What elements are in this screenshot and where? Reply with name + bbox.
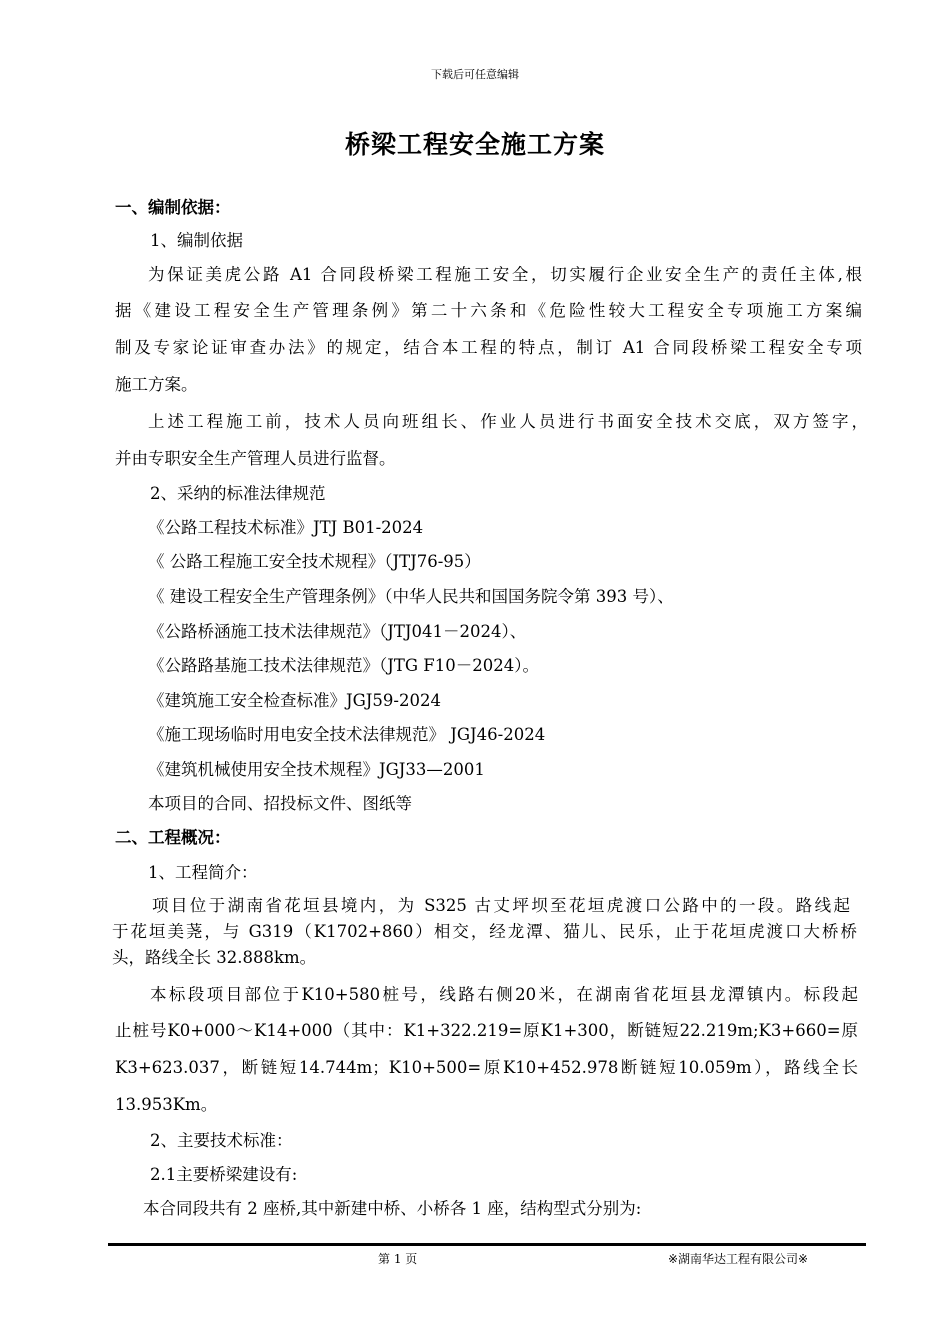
subheading: 1、编制依据 bbox=[150, 231, 243, 250]
subheading: 1、工程简介： bbox=[148, 863, 258, 882]
paragraph-line: 上述工程施工前，技术人员向班组长、作业人员进行书面安全技术交底，双方签字， bbox=[148, 412, 868, 431]
standard-item: 《 公路工程施工安全技术规程》（JTJ76-95） bbox=[148, 552, 481, 571]
paragraph-line: 制及专家论证审查办法》的规定，结合本工程的特点，制订 A1 合同段桥梁工程安全专项 bbox=[115, 338, 862, 357]
standard-item: 《公路工程技术标准》JTJ B01-2024 bbox=[148, 518, 424, 537]
section-heading: 一、编制依据： bbox=[115, 198, 231, 217]
paragraph-line: 头，路线全长 32.888km。 bbox=[112, 948, 317, 967]
paragraph-line: 本合同段共有 2 座桥,其中新建中桥、小桥各 1 座，结构型式分别为: bbox=[143, 1199, 642, 1218]
standard-item: 《施工现场临时用电安全技术法律规范》 JGJ46-2024 bbox=[148, 725, 546, 744]
paragraph-line: 13.953Km。 bbox=[115, 1095, 218, 1114]
standard-item: 《 建设工程安全生产管理条例》（中华人民共和国国务院令第 393 号）、 bbox=[148, 587, 674, 606]
paragraph-line: 为保证美虎公路 A1 合同段桥梁工程施工安全，切实履行企业安全生产的责任主体,根 bbox=[148, 265, 862, 284]
footer-company: ※湖南华达工程有限公司※ bbox=[668, 1252, 809, 1266]
subheading: 2、主要技术标准： bbox=[150, 1131, 293, 1150]
paragraph-line: 项目位于湖南省花垣县境内，为 S325 古丈坪坝至花垣虎渡口公路中的一段。路线起 bbox=[152, 896, 850, 915]
paragraph-line: 本标段项目部位于K10+580桩号，线路右侧20米，在湖南省花垣县龙潭镇内。标段起 bbox=[150, 985, 858, 1004]
paragraph-line: 并由专职安全生产管理人员进行监督。 bbox=[115, 449, 396, 468]
standard-item: 《建筑施工安全检查标准》JGJ59-2024 bbox=[148, 691, 441, 710]
subheading: 2.1主要桥梁建设有: bbox=[150, 1165, 298, 1184]
paragraph-line: K3+623.037，断链短14.744m；K10+500=原K10+452.978断链短10.059m），路线全长 bbox=[115, 1058, 858, 1077]
page-number: 第 1 页 bbox=[378, 1252, 418, 1266]
header-note: 下载后可任意编辑 bbox=[431, 68, 519, 81]
standard-item: 本项目的合同、招投标文件、图纸等 bbox=[148, 794, 412, 813]
paragraph-line: 止桩号K0+000～K14+000（其中：K1+322.219=原K1+300，断链短22.219m;K3+660=原 bbox=[115, 1021, 858, 1040]
standard-item: 《公路路基施工技术法律规范》（JTG F10－2024）。 bbox=[148, 656, 539, 675]
paragraph-line: 据《建设工程安全生产管理条例》第二十六条和《危险性较大工程安全专项施工方案编 bbox=[115, 301, 862, 320]
paragraph-line: 施工方案。 bbox=[115, 375, 198, 394]
standard-item: 《公路桥涵施工技术法律规范》（JTJ041－2024）、 bbox=[148, 622, 527, 641]
standard-item: 《建筑机械使用安全技术规程》JGJ33—2001 bbox=[148, 760, 485, 779]
paragraph-line: 于花垣美荛，与 G319（K1702+860）相交，经龙潭、猫儿、民乐，止于花垣虎渡口大桥桥 bbox=[112, 922, 857, 941]
section-heading: 二、工程概况： bbox=[115, 828, 231, 847]
subheading: 2、采纳的标准法律规范 bbox=[150, 484, 326, 503]
document-title: 桥梁工程安全施工方案 bbox=[344, 130, 605, 159]
footer-divider bbox=[108, 1243, 866, 1246]
